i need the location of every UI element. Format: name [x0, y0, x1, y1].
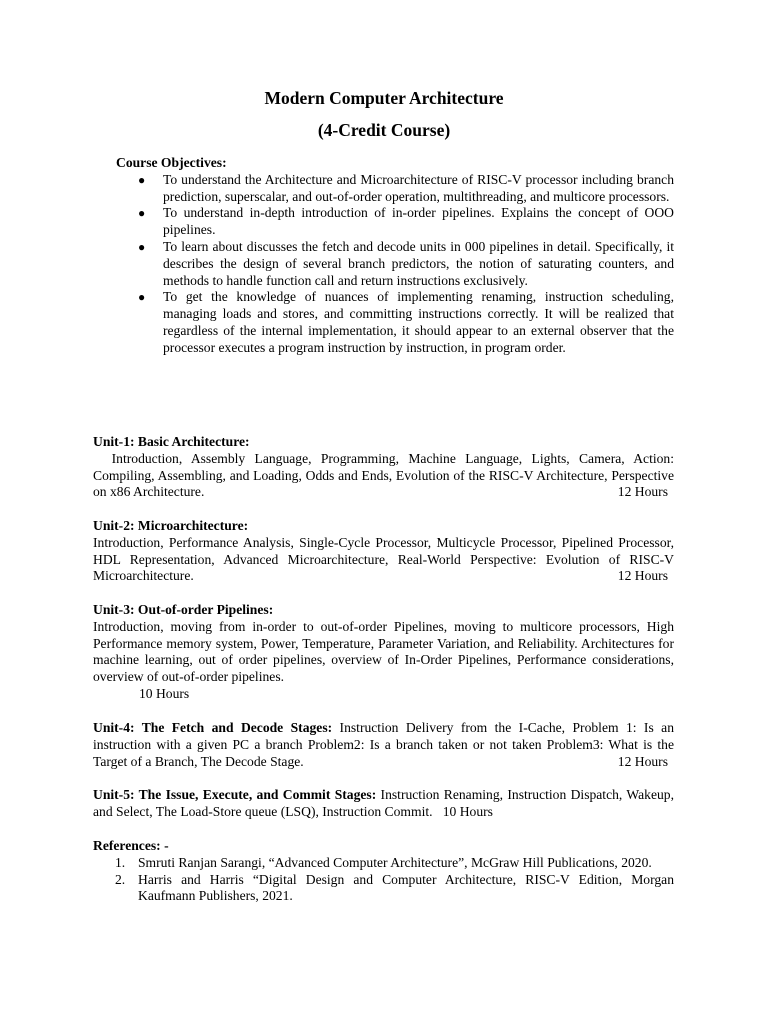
unit-2-section — [93, 518, 674, 585]
unit-body: Introduction, moving from in-order to out-of-order Pipelines, moving to multicore processors, High Performance memory system, Power, Temperature, Parameter Variation, and Reliability. Architectures for machine learning, out of order pipelines, overview of In-Order Pipelines, Performance considerations, overview of out-of-order pipelines. — [93, 618, 674, 685]
unit-body: Instruction Delivery from the I-Cache, Problem 1: Is an instruction with a given PC a branch Problem2: Is a branch taken or not taken Problem3: What is the Target of a Branch, The Decode Stage. — [93, 720, 678, 769]
references-heading: References: - — [93, 838, 169, 853]
objective-item: ● To understand the Architecture and Microarchitecture of RISC-V processor including branch prediction, superscalar, and out-of-order operation, multithreading, and multicore processors. — [138, 171, 674, 204]
document-subtitle: (4-Credit Course) — [317, 120, 451, 140]
unit-5-section — [93, 787, 678, 821]
reference-text: Harris and Harris “Digital Design and Computer Architecture, RISC-V Edition, Morgan Kaufmann Publishers, 2021. — [138, 871, 674, 904]
unit-body: Instruction Renaming, Instruction Dispatch, Wakeup, and Select, The Load-Store queue (LSQ), Instruction Commit. — [93, 787, 678, 819]
bullet-icon: ● — [138, 206, 146, 221]
unit-heading: Unit-4: The Fetch and Decode Stages: — [93, 720, 333, 735]
unit-1-section — [93, 434, 678, 501]
reference-text: Smruti Ranjan Sarangi, “Advanced Computer Architecture”, McGraw Hill Publications, 2020. — [138, 854, 652, 870]
course-objectives-section — [116, 155, 674, 357]
unit-heading: Unit-1: Basic Architecture: — [93, 434, 250, 449]
unit-hours: 12 Hours — [617, 484, 668, 500]
reference-item — [93, 872, 674, 906]
bullet-icon: ● — [138, 172, 146, 187]
reference-number: 1. — [115, 854, 126, 870]
bullet-icon: ● — [138, 290, 146, 305]
unit-hours: 12 Hours — [617, 568, 668, 584]
unit-3-section — [93, 602, 674, 703]
references-list — [93, 855, 674, 905]
reference-number: 2. — [115, 871, 126, 887]
bullet-icon: ● — [138, 239, 146, 254]
reference-item — [93, 855, 674, 872]
references-section — [93, 838, 674, 905]
unit-heading: Unit-2: Microarchitecture: — [93, 518, 249, 533]
unit-4-section — [93, 720, 678, 770]
objective-item: ● To understand in-depth introduction of in-order pipelines. Explains the concept of OOO pipelines. — [138, 205, 674, 238]
unit-hours: 10 Hours — [442, 803, 493, 819]
objective-item: ● To get the knowledge of nuances of implementing renaming, instruction scheduling, managing loads and stores, and committing instructions correctly. It will be realized that regardless of the internal implementation, it should appear to an external observer that the processor executes a program instruction by instruction, in program order. — [138, 289, 674, 355]
unit-hours: 10 Hours — [139, 685, 190, 701]
document-title: Modern Computer Architecture — [264, 88, 504, 108]
unit-body: Introduction, Performance Analysis, Single-Cycle Processor, Multicycle Processor, Pipelined Processor, HDL Representation, Advanced Microarchitecture, Real-World Perspective: Evolution of RISC-V Microarchitecture. 12 Hours — [93, 534, 674, 584]
unit-heading: Unit-3: Out-of-order Pipelines: — [93, 602, 274, 617]
course-objectives-heading: Course Objectives: — [116, 155, 227, 170]
unit-body: Introduction, Assembly Language, Programming, Machine Language, Lights, Camera, Action: Compiling, Assembling, and Loading, Odds and Ends, Evolution of the RISC-V Architecture, Perspective on x86 Architecture. 12 Hours — [93, 450, 678, 500]
course-objectives-list — [116, 172, 674, 357]
unit-heading: Unit-5: The Issue, Execute, and Commit Stages: — [93, 787, 377, 802]
objective-item: ● To learn about discusses the fetch and decode units in 000 pipelines in detail. Specifically, it describes the design of several branch predictors, the notion of saturating counters, and methods to handle function call and return instructions exclusively. — [138, 238, 674, 288]
unit-hours: 12 Hours — [617, 753, 668, 769]
